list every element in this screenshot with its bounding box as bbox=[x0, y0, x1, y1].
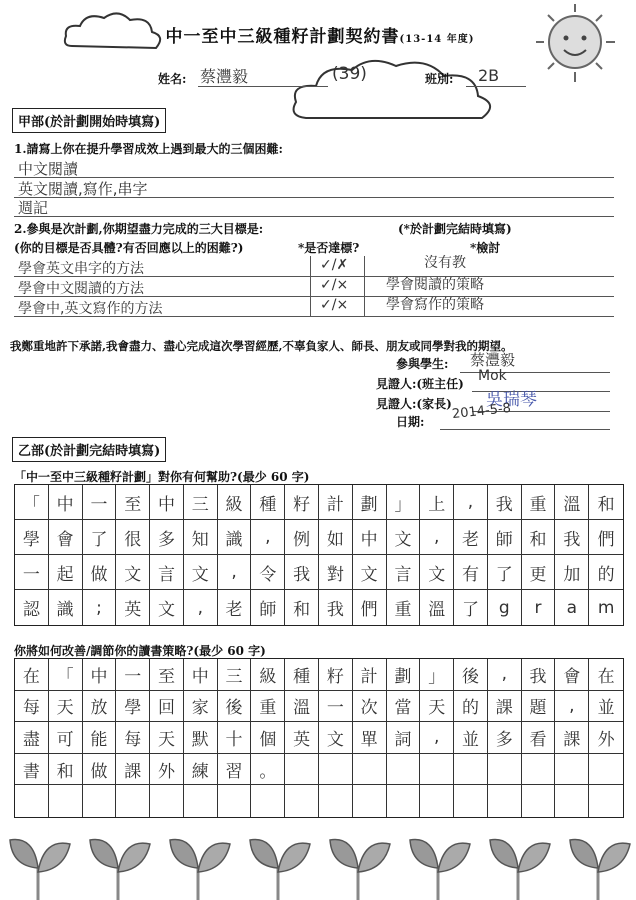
grid-cell: 後 bbox=[218, 691, 252, 723]
grid-cell: 的 bbox=[589, 555, 623, 590]
goal-2: 學會中文閱讀的方法 bbox=[18, 281, 144, 297]
grid-cell: 一 bbox=[83, 485, 117, 520]
grid-cell: 和 bbox=[589, 485, 623, 520]
grid-cell: 在 bbox=[589, 659, 623, 691]
grid-cell: 外 bbox=[589, 722, 623, 754]
grid-cell: 會 bbox=[49, 520, 83, 555]
grid-cell bbox=[454, 785, 488, 817]
grid-cell: 詞 bbox=[387, 722, 421, 754]
grid-cell: 溫 bbox=[285, 691, 319, 723]
class-label: 班別: bbox=[425, 72, 454, 86]
part-a-q2-sub: (你的目標是否具體?有否回應以上的困難?) bbox=[14, 241, 244, 255]
part-a-q1: 1.請寫上你在提升學習成效上遇到最大的三個困難: bbox=[14, 142, 283, 156]
grid-cell: 和 bbox=[285, 590, 319, 625]
grid-cell bbox=[83, 785, 117, 817]
grid-cell bbox=[555, 754, 589, 786]
goal-2-review: 學會閱讀的策略 bbox=[386, 277, 484, 293]
grid-cell bbox=[49, 785, 83, 817]
grid-cell: 溫 bbox=[420, 590, 454, 625]
grid-cell: 師 bbox=[488, 520, 522, 555]
grid-cell: 級 bbox=[251, 659, 285, 691]
goal-1-review: 沒有教 bbox=[424, 255, 466, 271]
grid-cell: 看 bbox=[522, 722, 556, 754]
grid-cell: 單 bbox=[353, 722, 387, 754]
grid-cell bbox=[589, 754, 623, 786]
part-a-q2: 2.參與是次計劃,你期望盡力完成的三大目標是: bbox=[14, 222, 264, 236]
grid-cell: 文 bbox=[353, 555, 387, 590]
grid-cell: 英 bbox=[116, 590, 150, 625]
grid-cell: 更 bbox=[522, 555, 556, 590]
grid-cell: 中 bbox=[353, 520, 387, 555]
goal-1-achieved: ✓/✗ bbox=[320, 257, 349, 273]
grid-cell bbox=[454, 754, 488, 786]
grid-cell: 種 bbox=[285, 659, 319, 691]
grid-cell bbox=[522, 785, 556, 817]
grid-cell: 我 bbox=[285, 555, 319, 590]
grid-cell: 籽 bbox=[319, 659, 353, 691]
grid-cell: 」 bbox=[420, 659, 454, 691]
date-label: 日期: bbox=[396, 415, 425, 429]
class-value: 2B bbox=[478, 66, 500, 85]
review-label: *檢討 bbox=[470, 241, 501, 255]
grid-cell: 每 bbox=[116, 722, 150, 754]
grid-cell: , bbox=[184, 590, 218, 625]
grid-cell: 我 bbox=[319, 590, 353, 625]
grid-cell: 盡 bbox=[15, 722, 49, 754]
grid-cell: 放 bbox=[83, 691, 117, 723]
grid-cell: 文 bbox=[319, 722, 353, 754]
grid-cell bbox=[522, 754, 556, 786]
grid-cell bbox=[387, 785, 421, 817]
grid-cell: 能 bbox=[83, 722, 117, 754]
grid-cell bbox=[555, 785, 589, 817]
part-b-heading: 乙部(於計劃完結時填寫) bbox=[12, 437, 166, 462]
grid-cell: 在 bbox=[15, 659, 49, 691]
grid-cell: 如 bbox=[319, 520, 353, 555]
grid-cell: 加 bbox=[555, 555, 589, 590]
grid-cell: , bbox=[454, 485, 488, 520]
grid-cell: 天 bbox=[420, 691, 454, 723]
grid-cell: 。 bbox=[251, 754, 285, 786]
grid-cell: 中 bbox=[184, 659, 218, 691]
review-note: (*於計劃完結時填寫) bbox=[398, 222, 512, 236]
goal-1: 學會英文串字的方法 bbox=[18, 261, 144, 277]
goals-table bbox=[14, 256, 614, 316]
grid-cell: 我 bbox=[555, 520, 589, 555]
grid-cell bbox=[285, 754, 319, 786]
grid-cell: 並 bbox=[454, 722, 488, 754]
grid-cell: a bbox=[555, 590, 589, 625]
grid-cell: 籽 bbox=[285, 485, 319, 520]
grid-cell: 默 bbox=[184, 722, 218, 754]
pledge-text: 我鄭重地許下承諾,我會盡力、盡心完成這次學習經歷,不辜負家人、師長、朋友或同學對我的期望。 bbox=[10, 339, 513, 353]
grid-cell: 文 bbox=[150, 590, 184, 625]
grid-cell: 天 bbox=[150, 722, 184, 754]
part-a-heading: 甲部(於計劃開始時填寫) bbox=[12, 108, 166, 133]
grid-cell bbox=[184, 785, 218, 817]
grid-cell: 重 bbox=[522, 485, 556, 520]
grid-cell: 當 bbox=[387, 691, 421, 723]
date-value: 2014-5-8 bbox=[451, 400, 512, 423]
grid-cell: 家 bbox=[184, 691, 218, 723]
grid-cell: 級 bbox=[218, 485, 252, 520]
grid-cell: 「 bbox=[49, 659, 83, 691]
grid-cell: 可 bbox=[49, 722, 83, 754]
document-title: 中一至中三級種籽計劃契約書(13-14 年度) bbox=[165, 27, 475, 47]
grid-cell: 言 bbox=[387, 555, 421, 590]
grid-cell: 和 bbox=[49, 754, 83, 786]
goal-3-review: 學會寫作的策略 bbox=[386, 297, 484, 313]
achieved-label: *是否達標? bbox=[298, 241, 360, 255]
grid-cell: 重 bbox=[251, 691, 285, 723]
grid-cell bbox=[488, 785, 522, 817]
grid-cell bbox=[116, 785, 150, 817]
grid-cell: 次 bbox=[353, 691, 387, 723]
difficulty-1: 中文閱讀 bbox=[18, 160, 79, 178]
grid-cell: 課 bbox=[488, 691, 522, 723]
grid-cell: 回 bbox=[150, 691, 184, 723]
grid-cell bbox=[15, 785, 49, 817]
grid-cell: 令 bbox=[251, 555, 285, 590]
grid-cell: 識 bbox=[49, 590, 83, 625]
grid-cell: 中 bbox=[83, 659, 117, 691]
grid-cell bbox=[150, 785, 184, 817]
grid-cell bbox=[420, 785, 454, 817]
participant-signature: 蔡灃毅 bbox=[470, 351, 516, 369]
grid-cell: , bbox=[420, 520, 454, 555]
grid-cell: , bbox=[251, 520, 285, 555]
grid-cell: 溫 bbox=[555, 485, 589, 520]
participant-label: 參與學生: bbox=[396, 357, 449, 371]
grid-cell bbox=[488, 754, 522, 786]
grid-cell: 並 bbox=[589, 691, 623, 723]
goal-3: 學會中,英文寫作的方法 bbox=[18, 301, 163, 317]
grid-cell bbox=[420, 754, 454, 786]
grid-cell: 們 bbox=[353, 590, 387, 625]
grid-cell bbox=[387, 754, 421, 786]
grid-cell bbox=[319, 754, 353, 786]
grid-cell: 後 bbox=[454, 659, 488, 691]
grid-cell: 做 bbox=[83, 754, 117, 786]
grid-cell: 對 bbox=[319, 555, 353, 590]
grid-cell: 個 bbox=[251, 722, 285, 754]
grid-cell: 至 bbox=[116, 485, 150, 520]
grid-cell: 三 bbox=[184, 485, 218, 520]
grid-cell: 「 bbox=[15, 485, 49, 520]
grid-cell: 重 bbox=[387, 590, 421, 625]
grid-cell bbox=[589, 785, 623, 817]
grid-cell: 劃 bbox=[387, 659, 421, 691]
grid-cell: 文 bbox=[116, 555, 150, 590]
grid-cell bbox=[218, 785, 252, 817]
grid-cell: 計 bbox=[353, 659, 387, 691]
grid-cell: 的 bbox=[454, 691, 488, 723]
grid-cell: 知 bbox=[184, 520, 218, 555]
grid-cell: 做 bbox=[83, 555, 117, 590]
witness-parent-signature: 吳瑞琴 bbox=[486, 390, 537, 410]
student-number: (39) bbox=[332, 64, 367, 84]
grid-cell: 中 bbox=[150, 485, 184, 520]
grid-cell: 一 bbox=[116, 659, 150, 691]
grid-cell: 起 bbox=[49, 555, 83, 590]
grid-cell: 學 bbox=[15, 520, 49, 555]
grid-cell: , bbox=[555, 691, 589, 723]
grid-cell: 多 bbox=[150, 520, 184, 555]
witness-teacher-signature: Mok bbox=[478, 368, 507, 384]
grid-cell: r bbox=[522, 590, 556, 625]
grid-cell: 老 bbox=[218, 590, 252, 625]
grid-cell: 劃 bbox=[353, 485, 387, 520]
grid-cell: 」 bbox=[387, 485, 421, 520]
grid-cell: 了 bbox=[454, 590, 488, 625]
grid-cell: 文 bbox=[184, 555, 218, 590]
grid-cell: 外 bbox=[150, 754, 184, 786]
name-value: 蔡灃毅 bbox=[200, 67, 249, 86]
grid-cell: 至 bbox=[150, 659, 184, 691]
grid-cell: 了 bbox=[488, 555, 522, 590]
grid-cell bbox=[319, 785, 353, 817]
witness-parent-label: 見證人:(家長) bbox=[376, 397, 452, 411]
grid-cell: 識 bbox=[218, 520, 252, 555]
witness-teacher-label: 見證人:(班主任) bbox=[376, 377, 464, 391]
grid-cell: 上 bbox=[420, 485, 454, 520]
grid-cell: 一 bbox=[319, 691, 353, 723]
grid-cell: 練 bbox=[184, 754, 218, 786]
grid-cell: 學 bbox=[116, 691, 150, 723]
answer-grid-2 bbox=[14, 658, 624, 818]
grid-cell: 們 bbox=[589, 520, 623, 555]
grid-cell: , bbox=[420, 722, 454, 754]
grid-cell: 老 bbox=[454, 520, 488, 555]
grid-cell: 習 bbox=[218, 754, 252, 786]
grid-cell: 很 bbox=[116, 520, 150, 555]
goal-2-achieved: ✓/× bbox=[320, 277, 349, 293]
part-b-q2: 你將如何改善/調節你的讀書策略?(最少 60 字) bbox=[14, 644, 266, 658]
grid-cell: 認 bbox=[15, 590, 49, 625]
difficulty-2: 英文閱讀,寫作,串字 bbox=[18, 180, 148, 198]
grid-cell: 種 bbox=[251, 485, 285, 520]
grid-cell: 一 bbox=[15, 555, 49, 590]
grid-cell: 計 bbox=[319, 485, 353, 520]
grid-cell: ; bbox=[83, 590, 117, 625]
part-b-q1: 「中一至中三級種籽計劃」對你有何幫助?(最少 60 字) bbox=[14, 470, 310, 484]
grid-cell: 了 bbox=[83, 520, 117, 555]
grid-cell bbox=[251, 785, 285, 817]
difficulty-3: 週記 bbox=[18, 199, 49, 217]
goal-3-achieved: ✓/× bbox=[320, 297, 349, 313]
grid-cell: 天 bbox=[49, 691, 83, 723]
grid-cell: 會 bbox=[555, 659, 589, 691]
grid-cell bbox=[353, 754, 387, 786]
grid-cell: 例 bbox=[285, 520, 319, 555]
grid-cell: 多 bbox=[488, 722, 522, 754]
grid-cell: 言 bbox=[150, 555, 184, 590]
grid-cell: 課 bbox=[555, 722, 589, 754]
grid-cell: , bbox=[218, 555, 252, 590]
grid-cell: , bbox=[488, 659, 522, 691]
grid-cell: 三 bbox=[218, 659, 252, 691]
grid-cell: 有 bbox=[454, 555, 488, 590]
grid-cell: 和 bbox=[522, 520, 556, 555]
grid-cell: m bbox=[597, 597, 615, 618]
grid-cell: 文 bbox=[387, 520, 421, 555]
grid-cell bbox=[353, 785, 387, 817]
grid-cell: 文 bbox=[420, 555, 454, 590]
answer-grid-1 bbox=[14, 484, 624, 626]
grid-cell: 我 bbox=[488, 485, 522, 520]
leaf-decoration-icon bbox=[0, 826, 636, 900]
grid-cell: 十 bbox=[218, 722, 252, 754]
grid-cell: 課 bbox=[116, 754, 150, 786]
grid-cell: 書 bbox=[15, 754, 49, 786]
grid-cell: g bbox=[488, 590, 522, 625]
cloud-icon bbox=[286, 52, 506, 132]
grid-cell: 師 bbox=[251, 590, 285, 625]
grid-cell: 英 bbox=[285, 722, 319, 754]
grid-cell: 我 bbox=[522, 659, 556, 691]
grid-cell bbox=[285, 785, 319, 817]
sun-icon bbox=[520, 0, 620, 90]
name-label: 姓名: bbox=[158, 72, 187, 86]
grid-cell: 每 bbox=[15, 691, 49, 723]
grid-cell: 中 bbox=[49, 485, 83, 520]
grid-cell: 題 bbox=[522, 691, 556, 723]
